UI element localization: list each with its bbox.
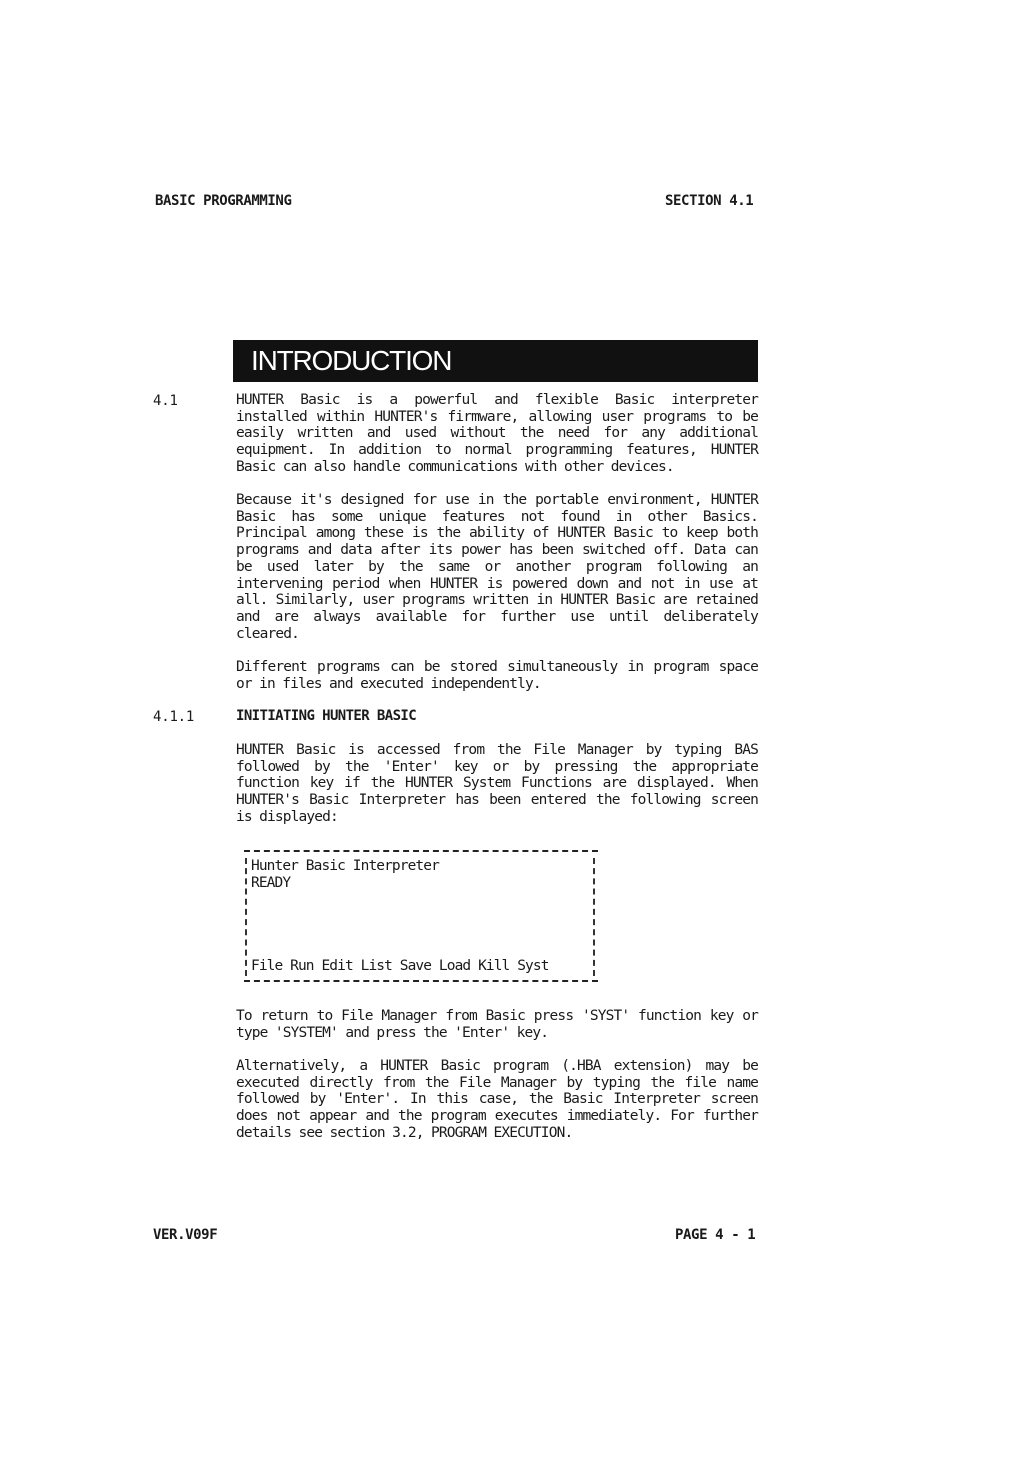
footer-page-number: PAGE 4 - 1 bbox=[675, 1227, 756, 1243]
screen-top-border bbox=[244, 850, 598, 852]
screen-status-line: READY bbox=[251, 875, 291, 891]
subsection-heading: INITIATING HUNTER BASIC bbox=[236, 708, 417, 724]
body-paragraph: Because it's designed for use in the portable environment, HUNTER Basic has some unique features not found in other Basics. Principal among these is the ability of HUNTER Basic to keep both programs and data after its power has been switched off. Data can be used later by the same or another program following an intervening period when HUNTER is powered down and not in use at all. Similarly, user programs written in HUNTER Basic are retained and are always available for further use until deliberately cleared. bbox=[236, 492, 758, 642]
screen-menu-line: File Run Edit List Save Load Kill Syst bbox=[251, 958, 549, 974]
body-paragraph: Alternatively, a HUNTER Basic program (.HBA extension) may be executed directly from the File Manager by typing the file name followed by 'Enter'. In this case, the Basic Interpreter screen does not appear and the program executes immediately. For further details see section 3.2, PROGRAM EXECUTION. bbox=[236, 1058, 758, 1141]
section-title: INTRODUCTION bbox=[251, 345, 452, 376]
section-banner bbox=[233, 340, 758, 382]
body-paragraph: HUNTER Basic is accessed from the File Manager by typing BAS followed by the 'Enter' key or by pressing the appropriate function key if the HUNTER System Functions are displayed. When HUNTER's Basic Interpreter has been entered the following screen is displayed: bbox=[236, 742, 758, 825]
screen-title-line: Hunter Basic Interpreter bbox=[251, 858, 439, 874]
screen-right-border bbox=[593, 858, 595, 976]
subsection-number: 4.1.1 bbox=[153, 709, 195, 725]
screen-bottom-border bbox=[244, 980, 598, 982]
body-paragraph: To return to File Manager from Basic press 'SYST' function key or type 'SYSTEM' and press the 'Enter' key. bbox=[236, 1008, 758, 1041]
running-header-right: SECTION 4.1 bbox=[665, 193, 754, 209]
body-paragraph: HUNTER Basic is a powerful and flexible Basic interpreter installed within HUNTER's firmware, allowing user programs to be easily written and used without the need for any additional equipment. In addition to normal programming features, HUNTER Basic can also handle communications with other devices. bbox=[236, 392, 758, 475]
footer-version: VER.V09F bbox=[153, 1227, 218, 1243]
section-number: 4.1 bbox=[153, 393, 178, 409]
screen-left-border bbox=[245, 858, 247, 976]
running-header-left: BASIC PROGRAMMING bbox=[155, 193, 292, 209]
interpreter-screen-figure bbox=[244, 850, 598, 982]
body-paragraph: Different programs can be stored simultaneously in program space or in files and executed independently. bbox=[236, 659, 758, 692]
